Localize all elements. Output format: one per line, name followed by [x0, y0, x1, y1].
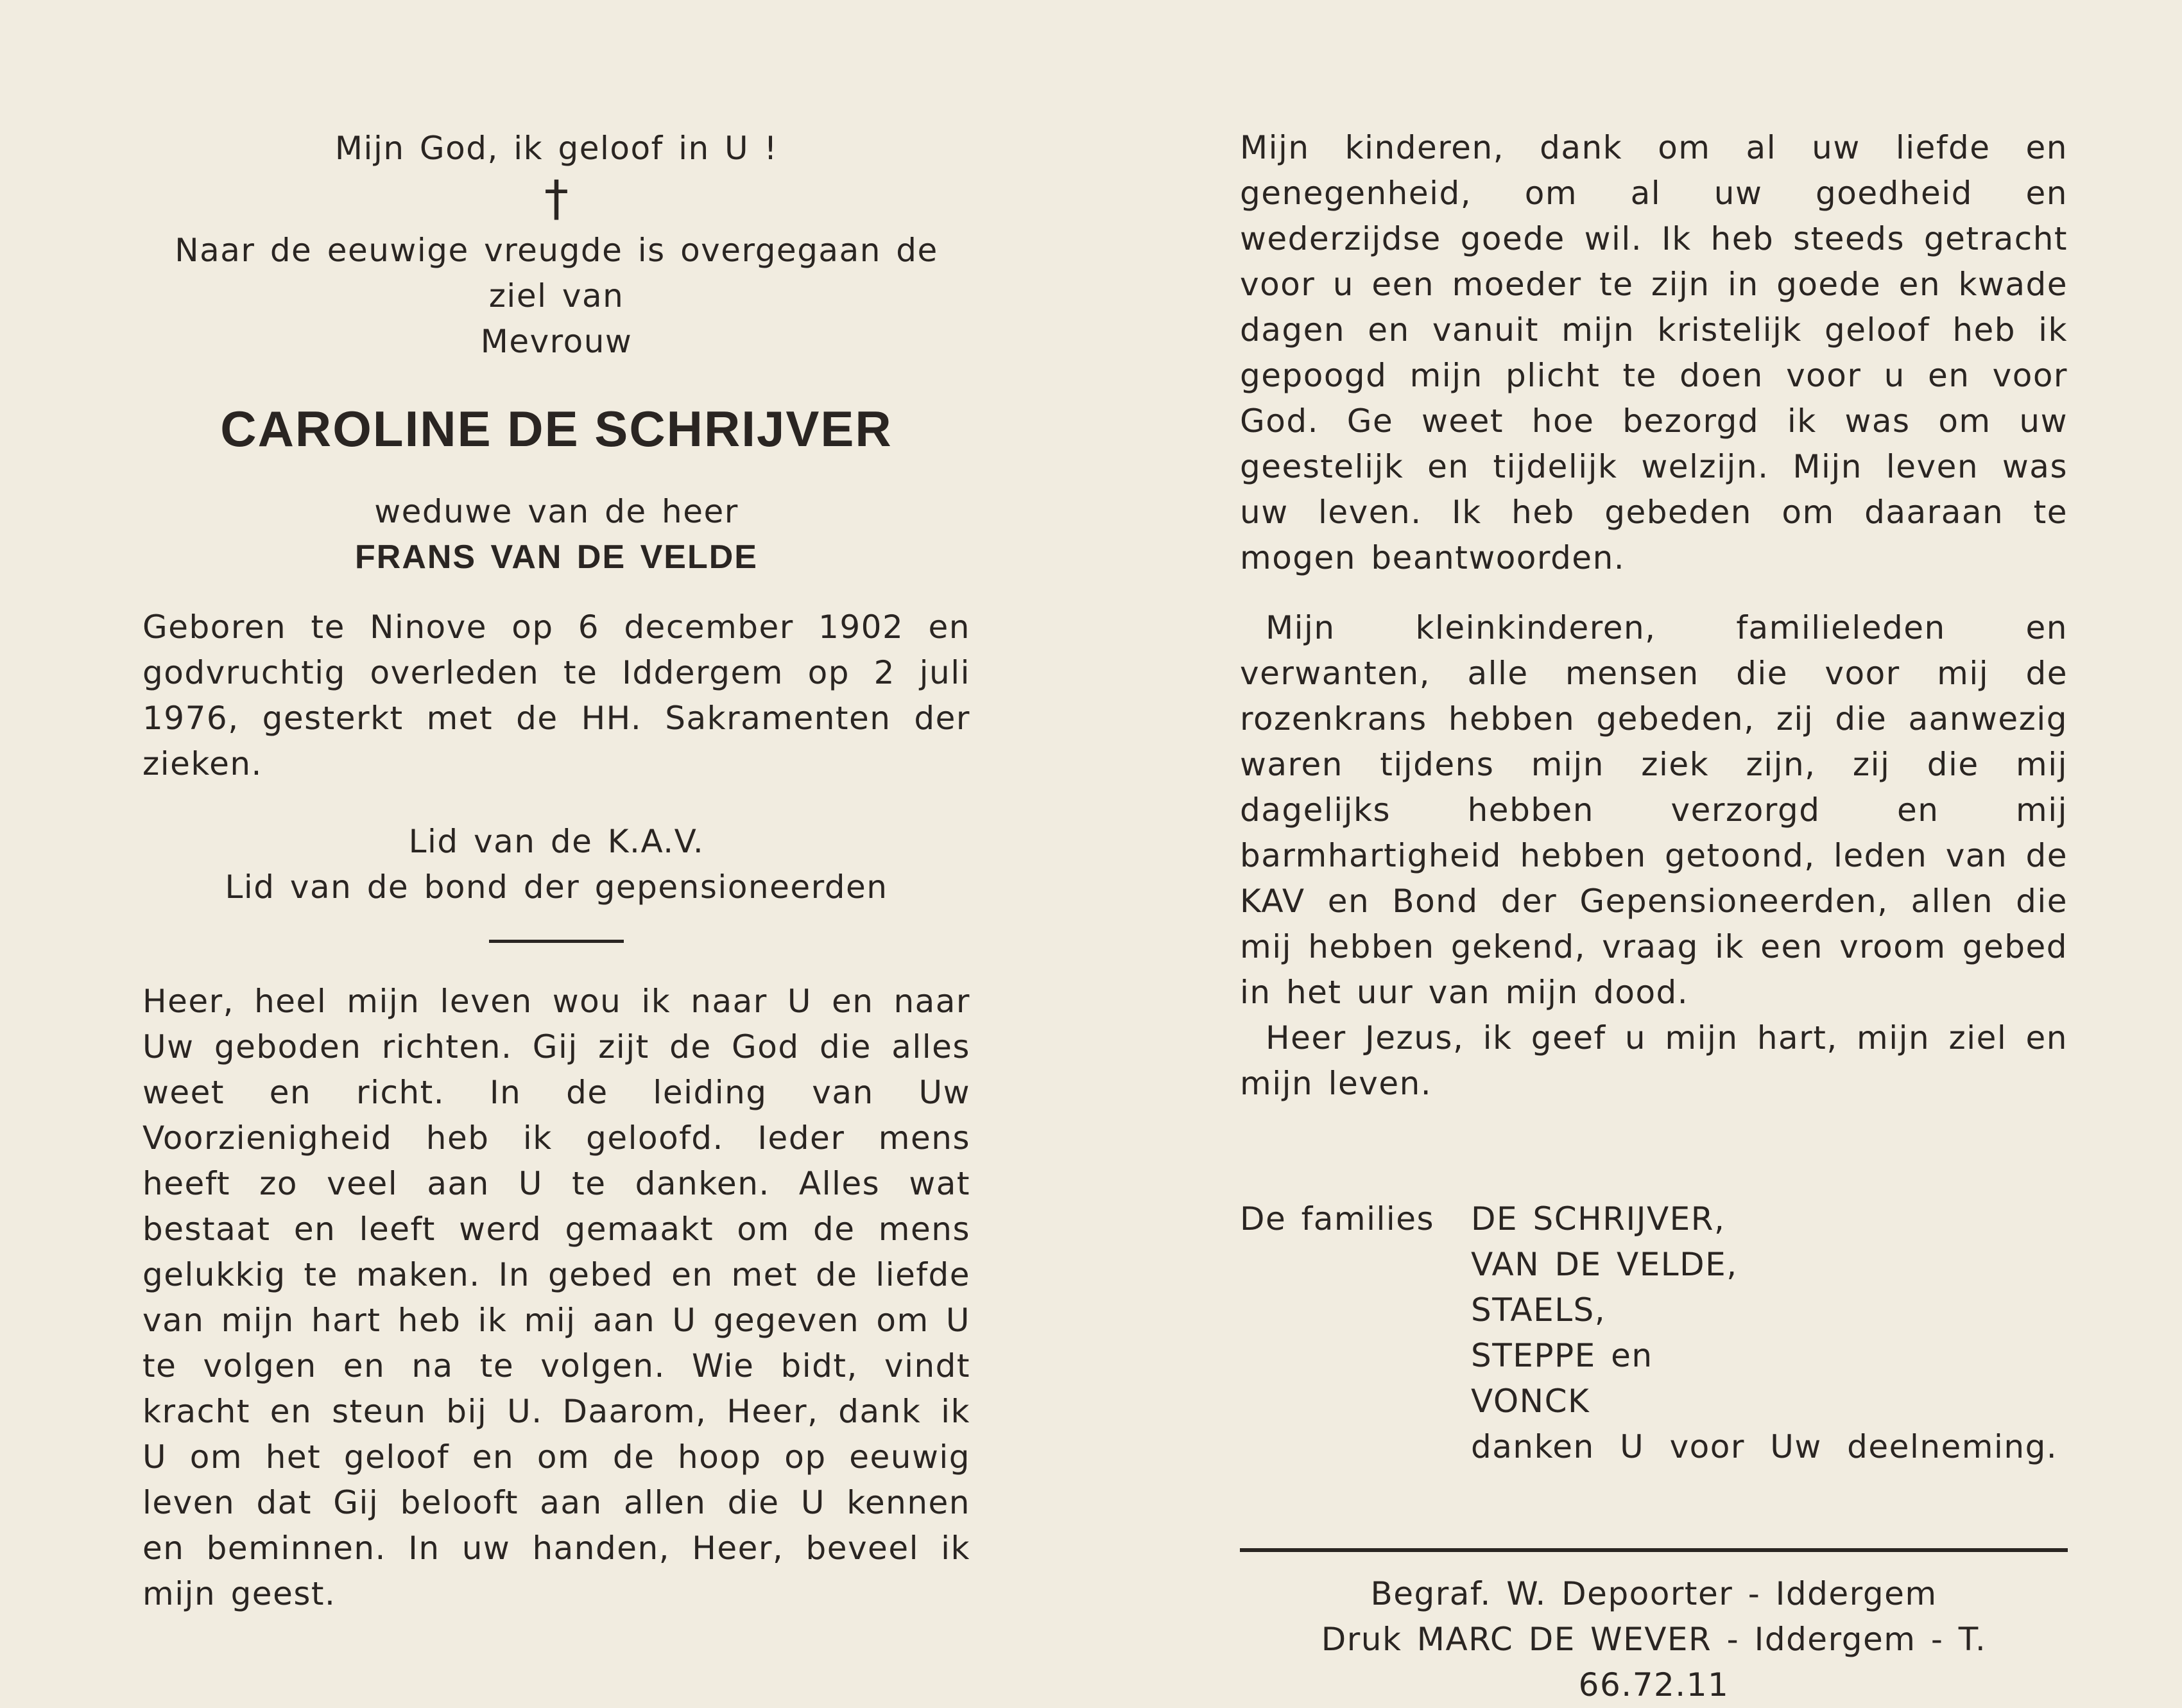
printer-credit: Druk MARC DE WEVER - Iddergem - T. 66.72.11 [1321, 1621, 1987, 1704]
cross-icon: † [544, 169, 569, 227]
invocation: Mijn God, ik geloof in U ! [334, 130, 778, 167]
membership-2: Lid van de bond der gepensioneerden [225, 868, 888, 906]
left-panel [142, 116, 970, 1617]
undertaker-credit: Begraf. W. Depoorter - Iddergem [1370, 1575, 1937, 1612]
closing-prayer: Heer Jezus, ik geef u mijn hart, mijn ziel en mijn leven. [1240, 1019, 2068, 1102]
families-block [1240, 1196, 2068, 1470]
relatives-message: Mijn kleinkinderen, familieleden en verwanten, alle mensen die voor mij de rozenkrans hebben gebeden, zij die aanwezig waren tijdens mijn ziek zijn, zij die mij dagelijks hebben verzorgd en mij barmhartigheid hebben getoond, leden van de KAV en Bond der Gepensioneerden, allen die mij hebben gekend, vraag ik een vroom gebed in het uur van mijn dood. [1240, 609, 2068, 1011]
family-name: STEPPE en [1471, 1337, 1653, 1374]
footer-divider [1240, 1548, 2068, 1552]
widow-of: weduwe van de heer [374, 493, 739, 530]
deceased-name: CAROLINE DE SCHRIJVER [220, 401, 893, 457]
divider [489, 940, 624, 943]
birth-death-text: Geboren te Ninove op 6 december 1902 en godvruchtig overleden te Iddergem op 2 juli 1976, gesterkt met de HH. Sakramenten der zieken. [142, 608, 970, 782]
children-message: Mijn kinderen, dank om al uw liefde en genegenheid, om al uw goedheid en wederzijdse goede wil. Ik heb steeds getracht voor u een moeder te zijn in goede en kwade dagen en vanuit mijn kristelijk geloof heb ik gepoogd mijn plicht te doen voor u en voor God. Ge weet hoe bezorgd ik was om uw geestelijk en tijdelijk welzijn. Mijn leven was uw leven. Ik heb gebeden om daaraan te mogen beantwoorden. [1240, 129, 2068, 576]
prayer-text: Heer, heel mijn leven wou ik naar U en naar Uw geboden richten. Gij zijt de God die alles weet en richt. In de leiding van Uw Voorzienigheid heb ik geloofd. Ieder mens heeft zo veel aan U te danken. Alles wat bestaat en leeft werd gemaakt om de mens gelukkig te maken. In gebed en met de liefde van mijn hart heb ik mij aan U gegeven om U te volgen en na te volgen. Wie bidt, vindt kracht en steun bij U. Daarom, Heer, dank ik U om het geloof en om de hoop op eeuwig leven dat Gij belooft aan allen die U kennen en beminnen. In uw handen, Heer, beveel ik mijn geest. [142, 983, 970, 1612]
honorific: Mevrouw [480, 323, 633, 360]
right-panel [1240, 116, 2068, 1708]
family-name: VONCK [1471, 1383, 1590, 1420]
family-name: DE SCHRIJVER, [1471, 1200, 1726, 1238]
intro-text: Naar de eeuwige vreugde is overgegaan de ziel van [175, 232, 938, 315]
family-name: VAN DE VELDE, [1471, 1246, 1738, 1283]
thanks-text: danken U voor Uw deelneming. [1471, 1428, 2058, 1465]
membership-1: Lid van de K.A.V. [408, 823, 705, 860]
husband-name: FRANS VAN DE VELDE [355, 539, 758, 576]
families-label: De families [1240, 1200, 1435, 1238]
family-name: STAELS, [1471, 1291, 1606, 1329]
